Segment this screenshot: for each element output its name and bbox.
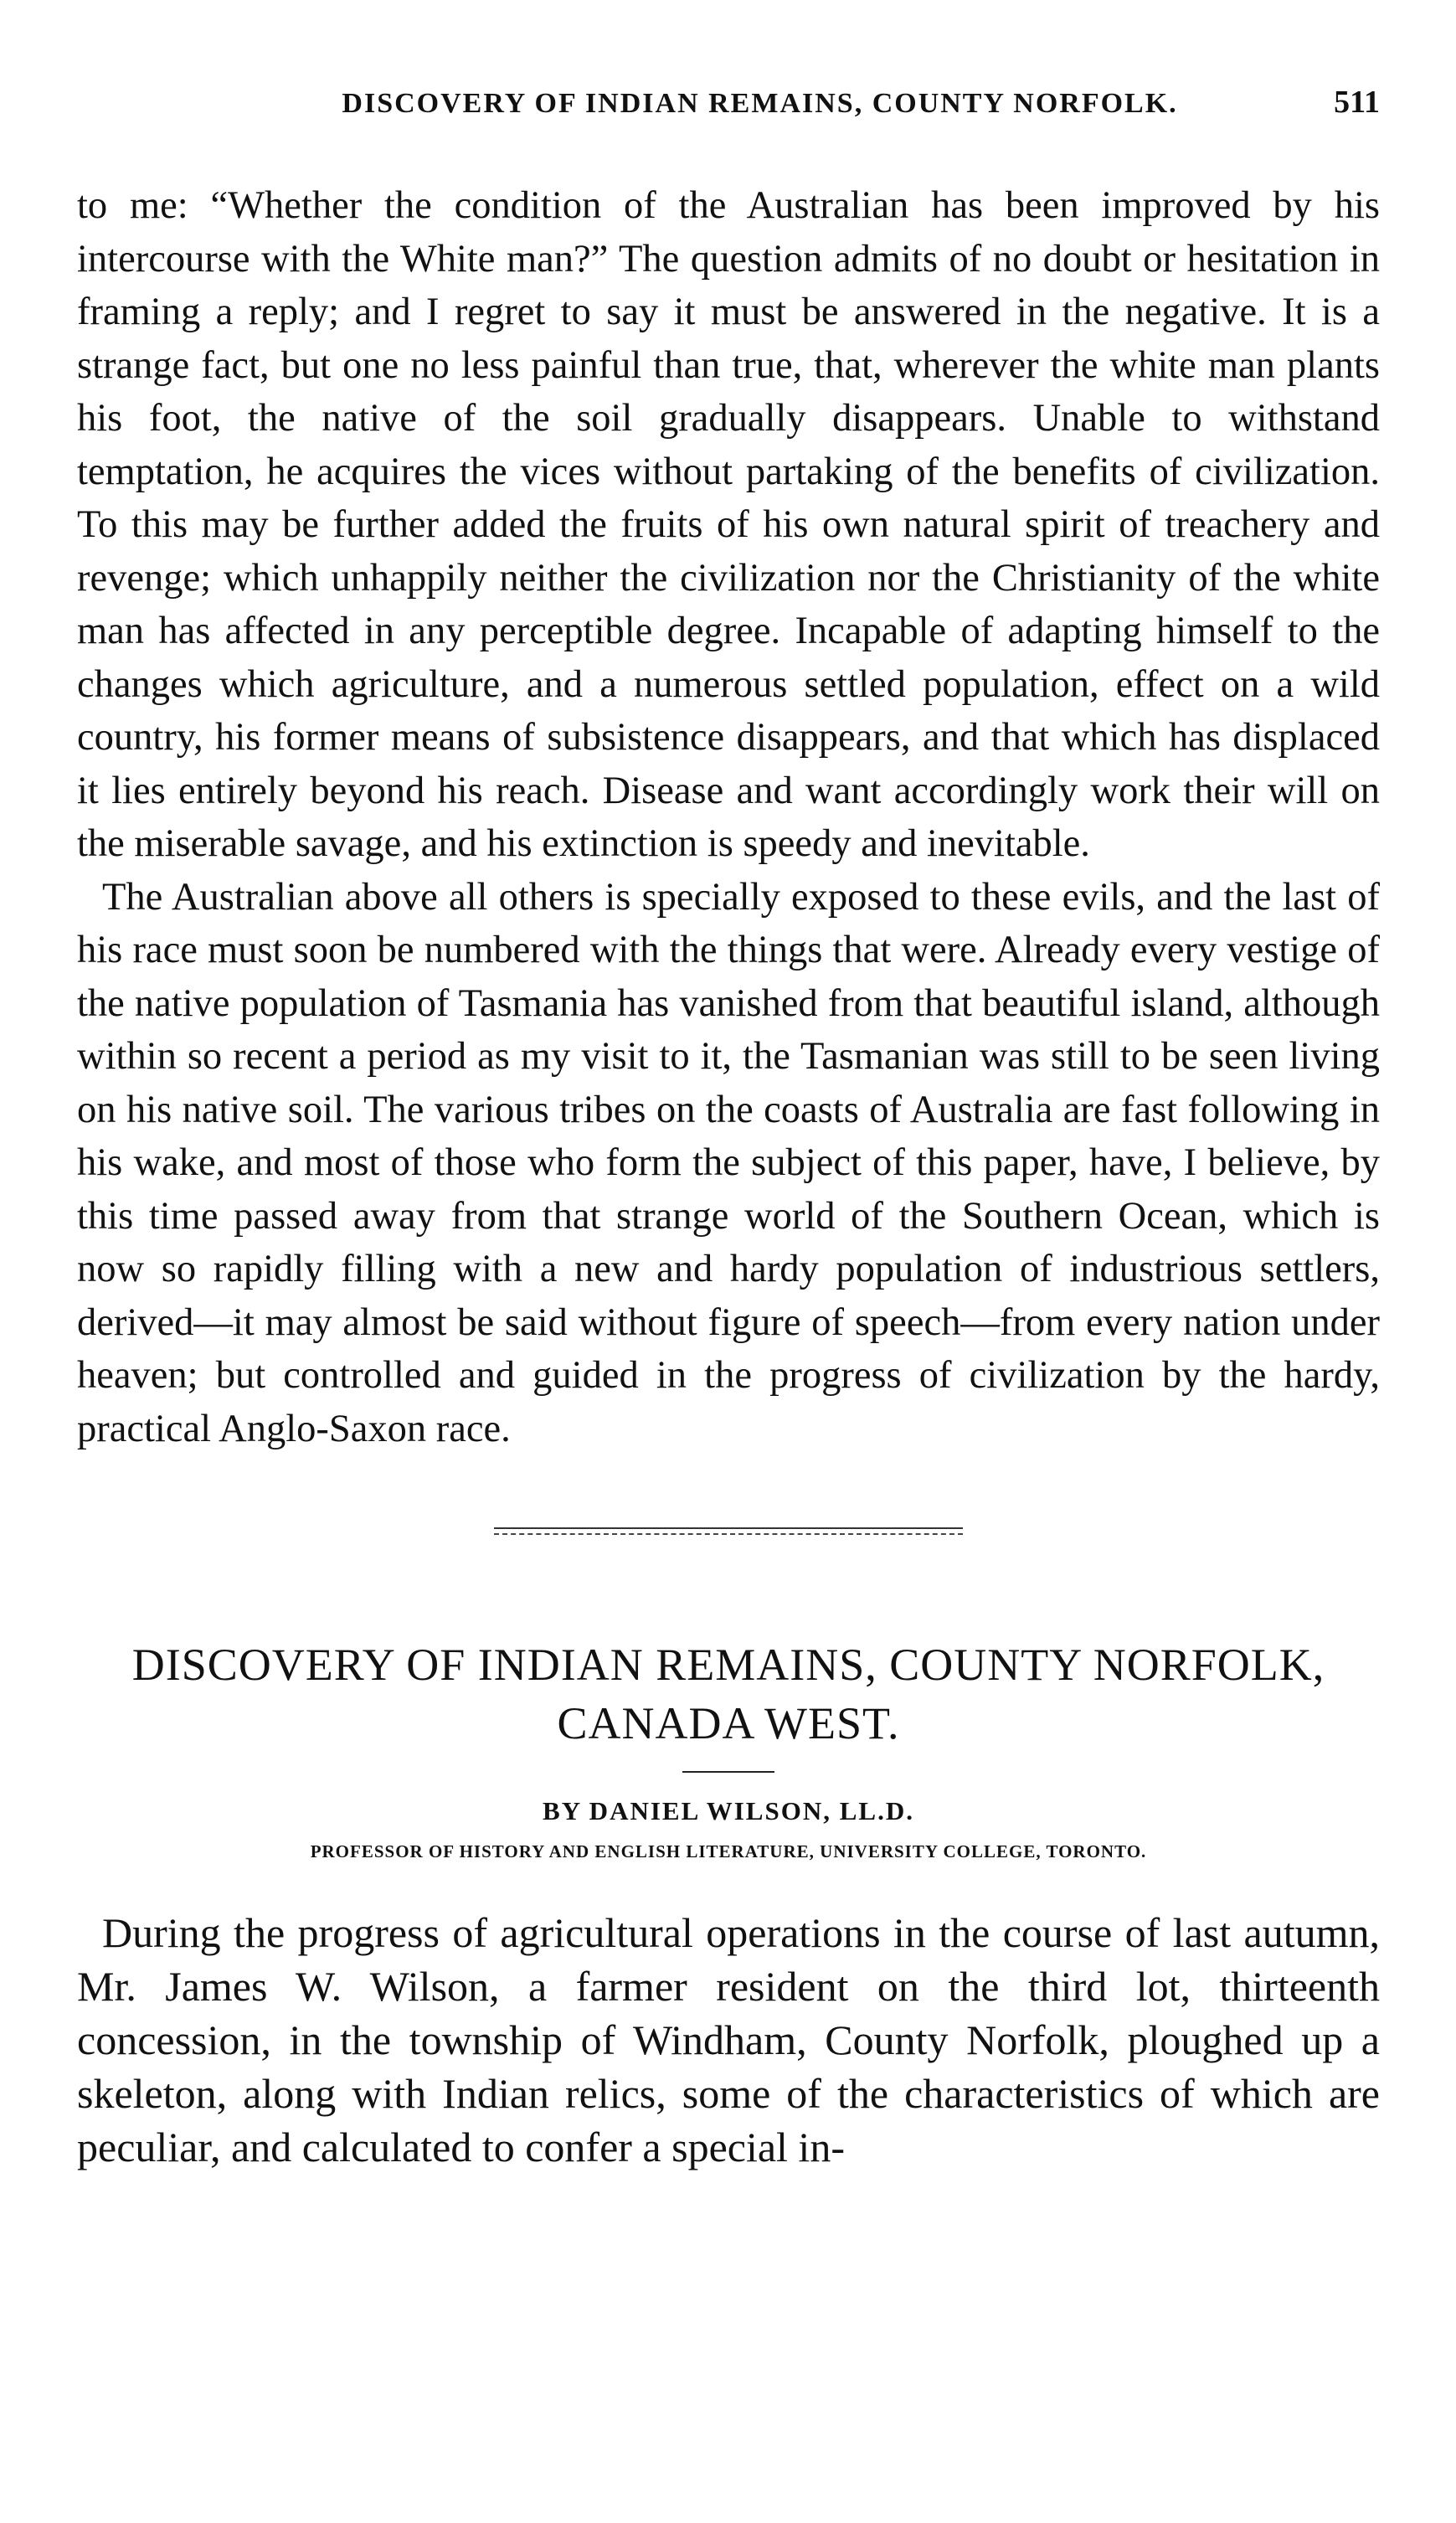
running-head-title: DISCOVERY OF INDIAN REMAINS, COUNTY NORFOLK.: [342, 88, 1178, 119]
article-opening-paragraph: During the progress of agricultural operations in the course of last autumn, Mr. James W. Wilson, a farmer resident on the third lot, thirteenth concession, in the township of Windham, County Norfolk, ploughed up a skeleton, along with Indian relics, some of the characteristics of which are peculiar, and calculated to confer a special in-: [77, 1909, 1380, 2170]
page: [77, 84, 1380, 2216]
paragraph-2: The Australian above all others is specially exposed to these evils, and the last of his race must soon be numbered with the things that were. Already every vestige of the native population of Tasmania has vanished from that beautiful island, although within so recent a period as my visit to it, the Tasmanian was still to be seen living on his native soil. The various tribes on the coasts of Australia are fast following in his wake, and most of those who form the subject of this paper, have, I believe, by this time passed away from that strange world of the Southern Ocean, which is now so rapidly filling with a new and hardy population of industrious settlers, derived—it may almost be said without figure of speech—from every nation under heaven; but controlled and guided in the progress of civilization by the hardy, practical Anglo-Saxon race.: [77, 875, 1380, 1450]
running-head: [77, 84, 1380, 151]
article-title-line-2: CANADA WEST.: [557, 1698, 900, 1748]
divider-rule-dashed: [494, 1533, 963, 1535]
title-rule: [682, 1771, 774, 1773]
author-affiliation: PROFESSOR OF HISTORY AND ENGLISH LITERATURE, UNIVERSITY COLLEGE, TORONTO.: [310, 1841, 1147, 1861]
section-divider: [494, 1527, 963, 1535]
paragraph-1: to me: “Whether the condition of the Australian has been improved by his intercourse with the White man?” The question admits of no doubt or hesitation in framing a reply; and I regret to say it must be answered in the negative. It is a strange fact, but one no less painful than true, that, wherever the white man plants his foot, the native of the soil gradually disappears. Unable to withstand temptation, he acquires the vices without partaking of the benefits of civilization. To this may be further added the fruits of his own natural spirit of treachery and revenge; which unhappily neither the civilization nor the Christianity of the white man has affected in any perceptible degree. Incapable of adapting himself to the changes which agriculture, and a numerous settled population, effect on a wild country, his former means of subsistence disappears, and that which has displaced it lies entirely beyond his reach. Disease and want accordingly work their will on the miserable savage, and his extinction is speedy and inevitable.: [77, 184, 1380, 865]
page-number: 511: [1334, 85, 1380, 120]
article-title-line-1: DISCOVERY OF INDIAN REMAINS, COUNTY NORFOLK,: [131, 1640, 1325, 1690]
byline: BY DANIEL WILSON, LL.D.: [543, 1796, 914, 1825]
article-title: [77, 1635, 1380, 1753]
divider-rule: [494, 1527, 963, 1529]
